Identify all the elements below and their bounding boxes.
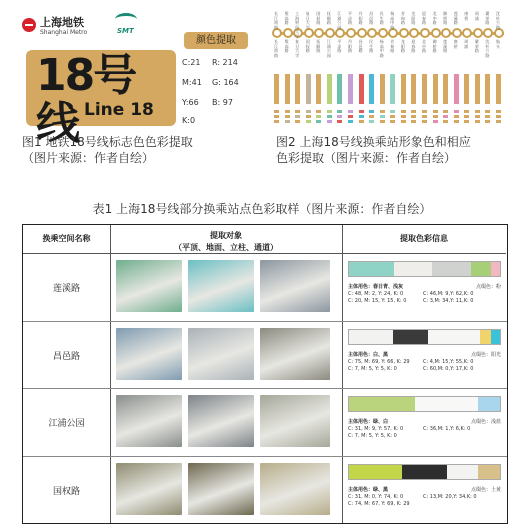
- main-color-value: C: 31, M: 9, Y: 57, K: 0: [348, 426, 404, 432]
- station-color-swatch: [422, 115, 427, 118]
- station-dot: [462, 28, 472, 38]
- station-photo: [260, 260, 330, 312]
- station-color-swatch: [306, 120, 311, 123]
- accent-color-value: C: 13,M: 20,Y: 34,K: 0: [423, 493, 477, 500]
- station-color-swatch: [306, 115, 311, 118]
- station-color-bar: [316, 74, 321, 104]
- station-label-bottom: 杨高中路: [379, 39, 384, 58]
- row-divider: [23, 321, 507, 322]
- station-label-bottom: 航头: [496, 39, 500, 49]
- rgb-g: G: 164: [212, 78, 239, 87]
- station-label-top: 复旦大学: [305, 11, 310, 30]
- station-color-swatch: [359, 115, 364, 118]
- accent-color-value: C: 36,M: 1,Y: 6,K: 0: [423, 426, 471, 432]
- station-label-top: 抚顺路: [326, 11, 331, 25]
- station-label-top: 丹阳路: [358, 11, 363, 25]
- station-color-swatch: [295, 115, 300, 118]
- station-color-bar: [454, 74, 459, 104]
- figure-2-station-colors: [272, 10, 512, 132]
- row-divider: [23, 456, 507, 457]
- station-photo: [260, 328, 330, 380]
- station-label-top: 昌邑路: [369, 11, 374, 25]
- station-color-swatch: [433, 110, 438, 113]
- station-dot: [346, 28, 356, 38]
- station-color-swatch: [316, 115, 321, 118]
- station-color-bar: [443, 74, 448, 104]
- station-color-swatch: [369, 110, 374, 113]
- station-label-bottom: 沈杜公路: [485, 39, 490, 58]
- smt-logo-icon: [115, 13, 137, 26]
- station-photo: [188, 463, 254, 515]
- station-color-swatch: [422, 110, 427, 113]
- station-color-swatch: [337, 115, 342, 118]
- station-color-swatch: [327, 120, 332, 123]
- station-dot: [483, 28, 493, 38]
- rgb-r: R: 214: [212, 58, 238, 67]
- station-color-swatch: [337, 110, 342, 113]
- color-palette: [348, 329, 501, 345]
- station-color-swatch: [485, 115, 490, 118]
- station-name: 江浦公园: [48, 419, 85, 429]
- palette-swatch: [402, 465, 448, 479]
- station-label-top: 御桥路: [443, 11, 448, 25]
- station-label-top: 芳甸路: [400, 11, 405, 25]
- station-color-swatch: [475, 120, 480, 123]
- station-label-bottom: 芳甸路: [390, 39, 395, 53]
- station-color-swatch: [496, 120, 501, 123]
- station-color-swatch: [475, 115, 480, 118]
- station-color-swatch: [327, 115, 332, 118]
- station-color-swatch: [454, 110, 459, 113]
- station-label-top: 上海财经大学: [295, 11, 300, 39]
- accent-color-label: 点缀色：浅蓝: [470, 419, 501, 425]
- station-color-swatch: [274, 115, 279, 118]
- station-color-swatch: [359, 120, 364, 123]
- palette-swatch: [349, 397, 415, 411]
- palette-swatch: [491, 330, 500, 344]
- station-label-top: 繁荣路: [485, 11, 490, 25]
- station-label-top: 康桥: [464, 11, 469, 21]
- station-label-bottom: 长江南路: [274, 39, 278, 58]
- cmyk-m: M:41: [182, 78, 202, 87]
- station-label-bottom: 丹阳路: [348, 39, 352, 53]
- station-photo: [188, 395, 254, 447]
- station-label-top: 国权路: [316, 11, 321, 25]
- color-sampling-table: [22, 224, 508, 524]
- station-color-swatch: [285, 120, 290, 123]
- badge-main-text: 18号线: [36, 50, 136, 149]
- main-color-value: C: 7, M: 5, Y: 5, K: 0: [348, 433, 397, 439]
- palette-swatch: [471, 262, 491, 276]
- station-color-swatch: [390, 120, 395, 123]
- station-dot: [325, 28, 335, 38]
- main-color-value: C: 7, M: 5, Y: 5, K: 0: [348, 365, 397, 372]
- header-object: [110, 225, 342, 254]
- station-color-bar: [348, 74, 353, 104]
- station-label-top: 江浦公园: [337, 11, 342, 30]
- station-dot: [367, 28, 377, 38]
- station-photo: [116, 463, 182, 515]
- station-label-bottom: 国权路: [305, 39, 310, 53]
- accent-color-value: C: 3,M: 34,Y: 11,K: 0: [423, 298, 474, 304]
- station-name: 国权路: [52, 486, 80, 497]
- station-color-swatch: [337, 120, 342, 123]
- station-color-swatch: [443, 120, 448, 123]
- station-color-swatch: [475, 110, 480, 113]
- station-label-bottom: 龙阳路: [400, 39, 405, 53]
- station-label-top: 北中路: [432, 11, 437, 25]
- station-color-swatch: [348, 115, 353, 118]
- station-dot: [399, 28, 409, 38]
- station-color-swatch: [327, 110, 332, 113]
- accent-color-value: C: 4,M: 15,Y: 55,K: 0: [423, 358, 474, 365]
- station-color-swatch: [443, 115, 448, 118]
- station-label-bottom: 御桥路: [432, 39, 437, 53]
- station-color-swatch: [411, 110, 416, 113]
- main-colors-label: 主体用色：绿、黑: [348, 486, 389, 493]
- rgb-b: B: 97: [212, 98, 233, 107]
- station-color-bar: [464, 74, 469, 104]
- station-color-bar: [401, 74, 406, 104]
- station-photo: [188, 328, 254, 380]
- station-color-bar: [485, 74, 490, 104]
- station-color-swatch: [485, 110, 490, 113]
- figure-2-caption: [276, 134, 516, 166]
- station-color-swatch: [390, 115, 395, 118]
- station-label-bottom: 抚顺路: [316, 39, 321, 53]
- color-palette: [348, 464, 501, 480]
- metro-logo-icon: [22, 18, 36, 32]
- palette-swatch: [432, 262, 470, 276]
- metro-name-cn: 上海地铁: [40, 16, 84, 29]
- station-color-bar: [327, 74, 332, 104]
- station-color-swatch: [464, 110, 469, 113]
- accent-color-label: 点缀色：阳光: [470, 351, 501, 358]
- smt-label: SMT: [117, 27, 134, 35]
- cmyk-c: C:21: [182, 58, 201, 67]
- station-color-bar: [295, 74, 300, 104]
- station-color-swatch: [464, 115, 469, 118]
- station-color-swatch: [411, 115, 416, 118]
- station-color-bar: [337, 74, 342, 104]
- station-dot: [441, 28, 451, 38]
- station-color-swatch: [316, 110, 321, 113]
- station-label-top: 迎春路: [422, 11, 426, 25]
- station-label-top: 杨高中路: [390, 11, 395, 30]
- station-label-bottom: 民生路: [369, 39, 374, 53]
- palette-swatch: [415, 397, 478, 411]
- station-color-bar: [359, 74, 364, 104]
- color-palette: [348, 396, 501, 412]
- header-object-title: 提取对象: [210, 231, 242, 240]
- palette-swatch: [349, 262, 394, 276]
- palette-swatch: [480, 330, 491, 344]
- station-label-top: 沈杜公路: [496, 11, 500, 30]
- station-color-swatch: [285, 115, 290, 118]
- main-color-value: C: 48, M: 2, Y: 24, K: 0: [348, 291, 404, 297]
- station-color-swatch: [464, 120, 469, 123]
- station-color-swatch: [295, 120, 300, 123]
- palette-swatch: [349, 465, 402, 479]
- station-color-bar: [496, 74, 501, 104]
- station-label-bottom: 复旦大学: [295, 39, 300, 58]
- cmyk-k: K:0: [182, 116, 196, 125]
- palette-swatch: [478, 397, 500, 411]
- palette-swatch: [428, 330, 481, 344]
- accent-color-value: C: 60,M: 0,Y: 17,K: 0: [423, 365, 474, 372]
- station-label-bottom: 莲溪路: [443, 39, 448, 53]
- main-colors-label: 主体用色：绿、白: [348, 419, 389, 425]
- station-photo: [260, 463, 330, 515]
- station-color-swatch: [369, 115, 374, 118]
- figure-2-caption-line-1: 图2 上海18号线换乘站形象色和相应: [276, 135, 471, 149]
- station-color-swatch: [401, 115, 406, 118]
- station-color-swatch: [380, 115, 385, 118]
- station-label-top: 长江南路: [274, 11, 278, 30]
- station-label-bottom: 平凉路: [337, 39, 342, 53]
- station-color-swatch: [306, 110, 311, 113]
- station-color-swatch: [390, 110, 395, 113]
- station-name: 昌邑路: [52, 351, 80, 362]
- station-dot: [357, 28, 367, 38]
- station-dot: [283, 28, 293, 38]
- station-color-swatch: [485, 120, 490, 123]
- station-color-bar: [390, 74, 395, 104]
- station-color-swatch: [380, 120, 385, 123]
- station-color-swatch: [433, 120, 438, 123]
- station-color-swatch: [454, 120, 459, 123]
- station-label-bottom: 昌邑路: [358, 39, 363, 53]
- station-dot: [452, 28, 462, 38]
- station-color-swatch: [401, 120, 406, 123]
- station-color-bar: [433, 74, 438, 104]
- station-color-bar: [380, 74, 385, 104]
- accent-color-label: 点缀色：土黄: [470, 486, 501, 493]
- station-dot: [378, 28, 388, 38]
- station-label-top: 龙阳路: [411, 11, 416, 25]
- palette-swatch: [491, 262, 500, 276]
- station-color-swatch: [401, 110, 406, 113]
- station-color-swatch: [433, 115, 438, 118]
- accent-color-value: C: 46,M: 9,Y: 62,K: 0: [423, 291, 474, 297]
- station-color-bar: [369, 74, 374, 104]
- station-color-swatch: [274, 110, 279, 113]
- station-label-bottom: 迎春路: [411, 39, 416, 53]
- station-label-top: 民生路: [379, 11, 384, 25]
- accent-color-label: 点缀色：粉: [475, 284, 501, 290]
- smt-logo: [105, 12, 155, 42]
- station-dot: [431, 28, 441, 38]
- station-dot: [409, 28, 419, 38]
- main-colors-label: 主体用色：白、黑: [348, 351, 389, 358]
- station-color-bar: [274, 74, 279, 104]
- station-color-bar: [422, 74, 427, 104]
- station-photo: [260, 395, 330, 447]
- station-photo: [116, 395, 182, 447]
- main-color-value: C: 75, M: 69, Y: 66, K: 29: [348, 358, 410, 365]
- station-color-swatch: [496, 110, 501, 113]
- station-photo: [116, 328, 182, 380]
- palette-swatch: [349, 330, 393, 344]
- badge-sub-text: Line 18: [84, 100, 154, 120]
- station-color-swatch: [348, 120, 353, 123]
- cmyk-y: Y:66: [182, 98, 199, 107]
- table-1-title: 表1 上海18号线部分换乘站点色彩取样（图片来源：作者自绘）: [92, 202, 432, 216]
- station-dot: [473, 28, 483, 38]
- station-label-top: 平凉路: [348, 11, 352, 25]
- station-dot: [314, 28, 324, 38]
- station-color-swatch: [496, 115, 501, 118]
- color-palette: [348, 261, 501, 277]
- main-color-value: C: 74, M: 67, Y: 69, K: 29: [348, 500, 410, 507]
- station-label-bottom: 周浦: [464, 39, 469, 49]
- header-station: 换乘空间名称: [23, 225, 110, 254]
- station-color-swatch: [380, 110, 385, 113]
- station-color-swatch: [454, 115, 459, 118]
- station-color-bar: [306, 74, 311, 104]
- station-color-swatch: [348, 110, 353, 113]
- figure-1-caption-line-2: （图片来源：作者自绘）: [22, 151, 155, 165]
- palette-swatch: [478, 465, 500, 479]
- station-photo: [188, 260, 254, 312]
- metro-name-en: Shanghai Metro: [40, 29, 88, 36]
- palette-swatch: [447, 465, 478, 479]
- station-color-bar: [475, 74, 480, 104]
- station-color-swatch: [369, 120, 374, 123]
- station-photo: [116, 260, 182, 312]
- palette-swatch: [394, 262, 432, 276]
- main-color-value: C: 31, M: 0, Y: 74, K: 0: [348, 493, 404, 500]
- station-color-swatch: [316, 120, 321, 123]
- color-extraction-tag: 颜色提取: [184, 32, 248, 49]
- station-label-bottom: 江浦公园: [326, 39, 331, 58]
- station-label-top: 殷高路: [284, 11, 289, 25]
- header-object-sub: （平顶、地面、立柱、通道）: [174, 243, 278, 252]
- figure-1-caption: [22, 134, 262, 166]
- main-colors-label: 主体用色：春日青、浅灰: [348, 284, 404, 290]
- station-name: 莲溪路: [52, 284, 80, 294]
- station-color-swatch: [295, 110, 300, 113]
- header-info: 提取色彩信息: [342, 225, 506, 254]
- main-color-value: C: 20, M: 15, Y: 15, K: 0: [348, 298, 407, 304]
- column-divider: [342, 225, 343, 523]
- station-label-top: 周浦: [474, 11, 479, 21]
- station-label-bottom: 康桥: [453, 39, 458, 49]
- station-color-swatch: [274, 120, 279, 123]
- station-color-swatch: [411, 120, 416, 123]
- station-dot: [420, 28, 430, 38]
- station-color-swatch: [443, 110, 448, 113]
- station-color-swatch: [359, 110, 364, 113]
- station-label-bottom: 繁荣路: [474, 39, 479, 53]
- station-color-swatch: [285, 110, 290, 113]
- station-label-top: 莲溪路: [453, 11, 458, 25]
- row-divider: [23, 388, 507, 389]
- palette-swatch: [393, 330, 428, 344]
- station-color-bar: [411, 74, 416, 104]
- station-color-swatch: [422, 120, 427, 123]
- column-divider: [110, 225, 111, 523]
- figure-1-caption-line-1: 图1 地铁18号线标志色色彩提取: [22, 135, 193, 149]
- station-color-bar: [285, 74, 290, 104]
- station-label-bottom: 殷高路: [284, 39, 289, 53]
- figure-2-caption-line-2: 色彩提取（图片来源：作者自绘）: [276, 151, 457, 165]
- station-label-bottom: 北中路: [422, 39, 426, 53]
